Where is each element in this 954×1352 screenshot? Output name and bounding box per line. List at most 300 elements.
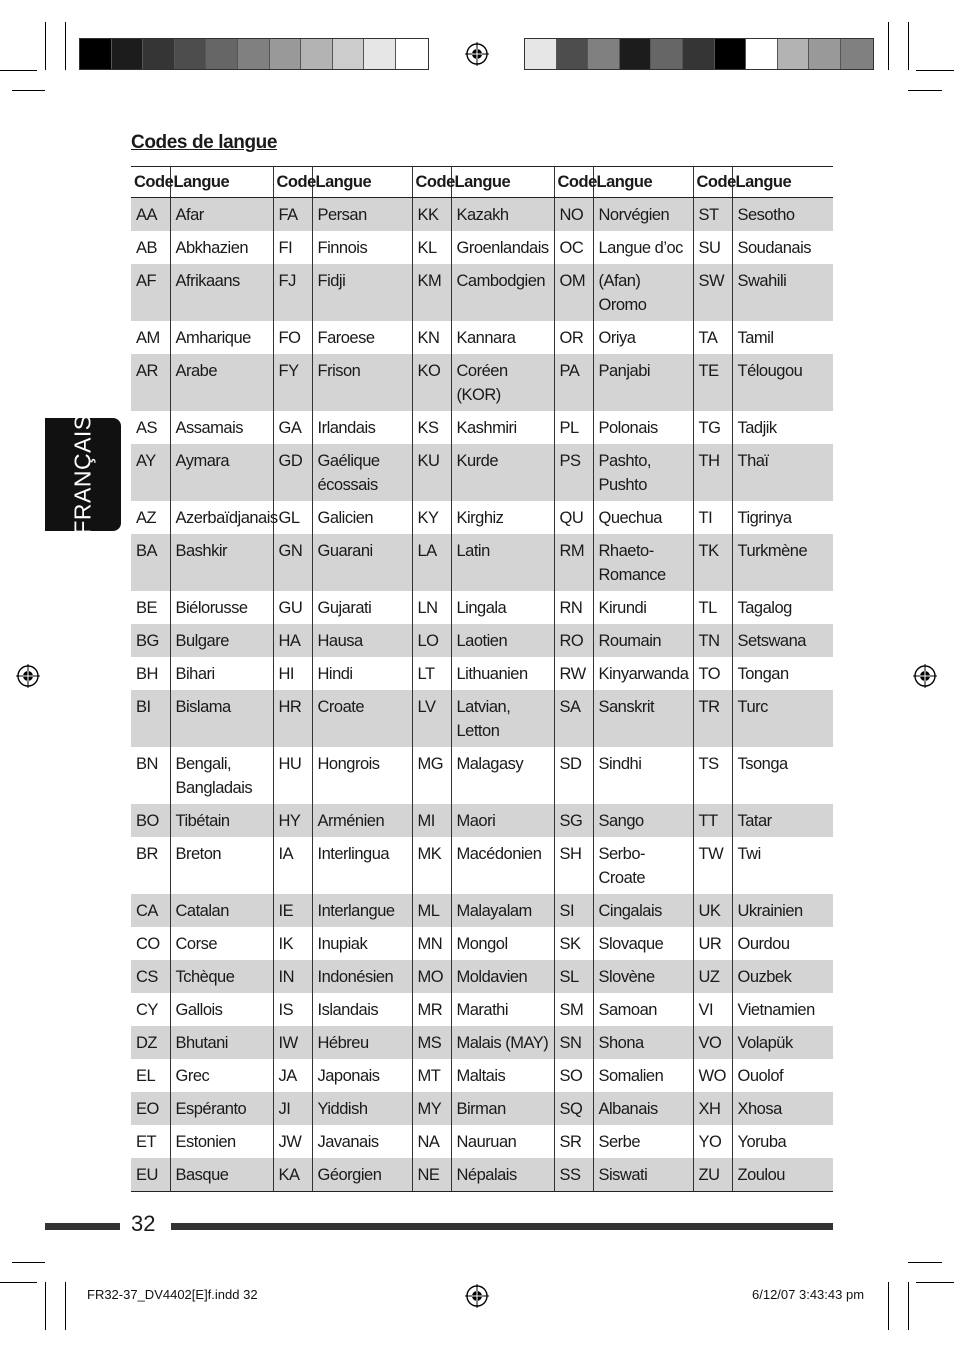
language-name: Lithuanien bbox=[451, 657, 554, 690]
language-code: HY bbox=[273, 804, 312, 837]
language-name: Breton bbox=[170, 837, 273, 894]
language-name: Quechua bbox=[593, 501, 693, 534]
language-name: Croate bbox=[312, 690, 412, 747]
table-row bbox=[131, 894, 833, 927]
language-code: PA bbox=[554, 354, 593, 411]
language-name: Frison bbox=[312, 354, 412, 411]
color-swatch bbox=[746, 39, 778, 69]
language-code: AB bbox=[131, 231, 170, 264]
color-swatch bbox=[683, 39, 715, 69]
crop-mark bbox=[908, 1282, 909, 1330]
language-name: Swahili bbox=[732, 264, 833, 321]
language-code: BR bbox=[131, 837, 170, 894]
language-name: Sango bbox=[593, 804, 693, 837]
table-row bbox=[131, 1059, 833, 1092]
language-name: Sesotho bbox=[732, 198, 833, 232]
table-row bbox=[131, 591, 833, 624]
language-code: SL bbox=[554, 960, 593, 993]
language-code: EO bbox=[131, 1092, 170, 1125]
language-code: NA bbox=[412, 1125, 451, 1158]
language-name: Tchèque bbox=[170, 960, 273, 993]
language-code: SU bbox=[693, 231, 732, 264]
language-code: TE bbox=[693, 354, 732, 411]
language-code: LO bbox=[412, 624, 451, 657]
language-name: Maori bbox=[451, 804, 554, 837]
language-name: Ouolof bbox=[737, 1067, 784, 1085]
language-code: TG bbox=[693, 411, 732, 444]
language-name: Yoruba bbox=[737, 1133, 787, 1151]
language-name: Bulgare bbox=[170, 624, 273, 657]
language-code: KK bbox=[412, 198, 451, 232]
language-code: NE bbox=[412, 1158, 451, 1192]
table-row bbox=[131, 501, 833, 534]
language-code: TN bbox=[693, 624, 732, 657]
language-code: UZ bbox=[693, 960, 732, 993]
table-row bbox=[131, 444, 833, 501]
color-bar-left bbox=[79, 38, 429, 70]
table-row bbox=[131, 411, 833, 444]
language-name: Malayalam bbox=[451, 894, 554, 927]
language-name: Afar bbox=[170, 198, 273, 232]
language-code: KA bbox=[273, 1158, 312, 1192]
language-name: Kirundi bbox=[593, 591, 693, 624]
language-name: Bislama bbox=[170, 690, 273, 747]
language-code: HI bbox=[273, 657, 312, 690]
language-name: Abkhazien bbox=[170, 231, 273, 264]
language-code: TK bbox=[693, 534, 732, 591]
language-code: GU bbox=[273, 591, 312, 624]
color-swatch bbox=[364, 39, 396, 69]
table-row bbox=[131, 747, 833, 804]
language-code: AM bbox=[131, 321, 170, 354]
table-row bbox=[131, 231, 833, 264]
crop-mark bbox=[908, 22, 909, 70]
language-code: MT bbox=[412, 1059, 451, 1092]
language-name: Interlangue bbox=[312, 894, 412, 927]
language-codes-table bbox=[131, 166, 833, 1192]
language-code: KL bbox=[412, 231, 451, 264]
color-swatch bbox=[301, 39, 333, 69]
registration-mark-icon bbox=[16, 664, 40, 688]
table-row bbox=[131, 1026, 833, 1059]
language-name: Sindhi bbox=[593, 747, 693, 804]
language-code: MK bbox=[412, 837, 451, 894]
color-swatch bbox=[588, 39, 620, 69]
language-name: Cingalais bbox=[593, 894, 693, 927]
language-name: Tibétain bbox=[170, 804, 273, 837]
language-name: (Afan) Oromo bbox=[593, 264, 693, 321]
language-name: Biélorusse bbox=[170, 591, 273, 624]
header-code: Code bbox=[693, 167, 732, 198]
language-name: Cambodgien bbox=[451, 264, 554, 321]
language-code: SW bbox=[693, 264, 732, 321]
color-swatch bbox=[206, 39, 238, 69]
language-code: ZU bbox=[693, 1158, 732, 1192]
language-code: SK bbox=[554, 927, 593, 960]
language-name: Assamais bbox=[170, 411, 273, 444]
language-code: GA bbox=[273, 411, 312, 444]
language-code: MG bbox=[412, 747, 451, 804]
language-name: Azerbaïdjanais bbox=[170, 501, 273, 534]
language-name: Interlingua bbox=[312, 837, 412, 894]
language-code: SM bbox=[554, 993, 593, 1026]
language-code: KO bbox=[412, 354, 451, 411]
language-code: LT bbox=[412, 657, 451, 690]
color-swatch bbox=[112, 39, 144, 69]
language-name: Groenlandais bbox=[451, 231, 554, 264]
language-code: LV bbox=[412, 690, 451, 747]
language-code: UK bbox=[693, 894, 732, 927]
language-code: AR bbox=[131, 354, 170, 411]
language-code: EL bbox=[131, 1059, 170, 1092]
language-name: Marathi bbox=[451, 993, 554, 1026]
language-name: Javanais bbox=[312, 1125, 412, 1158]
table-row bbox=[131, 354, 833, 411]
language-code: MI bbox=[412, 804, 451, 837]
language-name: Malagasy bbox=[451, 747, 554, 804]
language-name: Tatar bbox=[732, 804, 833, 837]
language-name: Basque bbox=[170, 1158, 273, 1192]
language-code: TS bbox=[693, 747, 732, 804]
color-swatch bbox=[809, 39, 841, 69]
language-name: Sanskrit bbox=[593, 690, 693, 747]
language-code: BI bbox=[131, 690, 170, 747]
language-side-tab bbox=[45, 414, 121, 535]
language-name: Roumain bbox=[593, 624, 693, 657]
language-name: Catalan bbox=[170, 894, 273, 927]
table-row bbox=[131, 534, 833, 591]
color-swatch bbox=[143, 39, 175, 69]
language-code: HA bbox=[273, 624, 312, 657]
language-code: KU bbox=[412, 444, 451, 501]
language-name: Rhaeto-Romance bbox=[593, 534, 693, 591]
language-code: AA bbox=[131, 198, 170, 232]
language-code: TI bbox=[693, 501, 732, 534]
color-swatch bbox=[333, 39, 365, 69]
language-code: SQ bbox=[554, 1092, 593, 1125]
language-code: TH bbox=[693, 444, 732, 501]
language-name: Twi bbox=[737, 845, 761, 863]
language-name: Vietnamien bbox=[737, 1001, 815, 1019]
language-code: RO bbox=[554, 624, 593, 657]
language-name: Zoulou bbox=[732, 1158, 833, 1192]
color-swatch bbox=[620, 39, 652, 69]
language-name: Serbo-Croate bbox=[593, 837, 693, 894]
language-code: VI bbox=[693, 993, 732, 1026]
language-code: AS bbox=[131, 411, 170, 444]
language-code: TA bbox=[693, 321, 732, 354]
language-name: Langue d’oc bbox=[593, 231, 693, 264]
language-code: RW bbox=[554, 657, 593, 690]
crop-mark bbox=[916, 70, 954, 71]
color-swatch bbox=[175, 39, 207, 69]
language-name: Amharique bbox=[170, 321, 273, 354]
language-code: FO bbox=[273, 321, 312, 354]
table-row bbox=[131, 1158, 833, 1192]
language-code: LN bbox=[412, 591, 451, 624]
language-code: HR bbox=[273, 690, 312, 747]
language-name: Shona bbox=[593, 1026, 693, 1059]
registration-mark-icon bbox=[913, 664, 937, 688]
header-code: Code bbox=[554, 167, 593, 198]
language-code: SO bbox=[554, 1059, 593, 1092]
language-code: LA bbox=[412, 534, 451, 591]
color-swatch bbox=[557, 39, 589, 69]
language-code: SN bbox=[554, 1026, 593, 1059]
language-code: TL bbox=[693, 591, 732, 624]
language-code: ET bbox=[131, 1125, 170, 1158]
language-name: Estonien bbox=[170, 1125, 273, 1158]
language-code: TR bbox=[693, 690, 732, 747]
table-row bbox=[131, 993, 833, 1026]
page-bar-right bbox=[171, 1223, 833, 1230]
language-name: Afrikaans bbox=[170, 264, 273, 321]
language-name: Samoan bbox=[593, 993, 693, 1026]
crop-mark bbox=[65, 22, 66, 70]
color-swatch bbox=[80, 39, 112, 69]
language-name: Gujarati bbox=[312, 591, 412, 624]
language-name: Serbe bbox=[593, 1125, 693, 1158]
header-code: Code bbox=[273, 167, 312, 198]
language-code: PS bbox=[554, 444, 593, 501]
language-code: DZ bbox=[131, 1026, 170, 1059]
header-language: Langue bbox=[593, 167, 693, 198]
language-name: Moldavien bbox=[451, 960, 554, 993]
language-code: FY bbox=[273, 354, 312, 411]
header-code: Code bbox=[412, 167, 451, 198]
table-header-row bbox=[131, 167, 833, 198]
language-name: Soudanais bbox=[737, 239, 811, 257]
language-name: Bhutani bbox=[170, 1026, 273, 1059]
language-name: Mongol bbox=[451, 927, 554, 960]
language-code: AZ bbox=[131, 501, 170, 534]
language-code: IE bbox=[273, 894, 312, 927]
language-name: Norvégien bbox=[593, 198, 693, 232]
language-code: SA bbox=[554, 690, 593, 747]
language-code: BN bbox=[131, 747, 170, 804]
language-name: Latin bbox=[451, 534, 554, 591]
language-code: HU bbox=[273, 747, 312, 804]
header-language: Langue bbox=[451, 167, 554, 198]
language-code: YO bbox=[693, 1125, 732, 1158]
language-name: Yiddish bbox=[312, 1092, 412, 1125]
language-name: Slovaque bbox=[593, 927, 693, 960]
header-language: Langue bbox=[312, 167, 412, 198]
language-name: Indonésien bbox=[312, 960, 412, 993]
language-name: Nauruan bbox=[451, 1125, 554, 1158]
language-name: Coréen (KOR) bbox=[451, 354, 554, 411]
language-code: KM bbox=[412, 264, 451, 321]
color-swatch bbox=[778, 39, 810, 69]
language-code: KN bbox=[412, 321, 451, 354]
language-name: Corse bbox=[170, 927, 273, 960]
language-name: Kazakh bbox=[451, 198, 554, 232]
language-name: Tagalog bbox=[737, 599, 792, 617]
language-name: Volapük bbox=[732, 1026, 833, 1059]
language-name: Polonais bbox=[593, 411, 693, 444]
language-code: MR bbox=[412, 993, 451, 1026]
language-name: Xhosa bbox=[732, 1092, 833, 1125]
language-code: MN bbox=[412, 927, 451, 960]
crop-mark bbox=[0, 70, 37, 71]
language-name: Géorgien bbox=[312, 1158, 412, 1192]
table-row bbox=[131, 960, 833, 993]
registration-mark-icon bbox=[465, 1284, 489, 1308]
language-code: OM bbox=[554, 264, 593, 321]
language-code: BH bbox=[131, 657, 170, 690]
language-code: TT bbox=[693, 804, 732, 837]
language-name: Guarani bbox=[312, 534, 412, 591]
language-name: Lingala bbox=[451, 591, 554, 624]
side-tab-label: FRANÇAIS bbox=[69, 414, 96, 535]
language-name: Kannara bbox=[451, 321, 554, 354]
language-name: Arménien bbox=[312, 804, 412, 837]
language-code: IS bbox=[273, 993, 312, 1026]
language-name: Tamil bbox=[737, 329, 774, 347]
language-code: KY bbox=[412, 501, 451, 534]
language-code: SH bbox=[554, 837, 593, 894]
language-name: Grec bbox=[170, 1059, 273, 1092]
language-code: MS bbox=[412, 1026, 451, 1059]
language-code: CA bbox=[131, 894, 170, 927]
language-name: Thaï bbox=[732, 444, 833, 501]
table-row bbox=[131, 624, 833, 657]
table-row bbox=[131, 198, 833, 232]
language-name: Japonais bbox=[312, 1059, 412, 1092]
header-code: Code bbox=[131, 167, 170, 198]
language-name: Oriya bbox=[593, 321, 693, 354]
language-code: KS bbox=[412, 411, 451, 444]
language-name: Galicien bbox=[312, 501, 412, 534]
header-language: Langue bbox=[732, 167, 833, 198]
language-code: MY bbox=[412, 1092, 451, 1125]
language-name: Kashmiri bbox=[451, 411, 554, 444]
language-code: GL bbox=[273, 501, 312, 534]
language-name: Hébreu bbox=[312, 1026, 412, 1059]
crop-mark bbox=[45, 22, 46, 70]
language-code: SD bbox=[554, 747, 593, 804]
language-code: ST bbox=[693, 198, 732, 232]
section-heading: Codes de langue bbox=[131, 132, 278, 153]
language-code: SI bbox=[554, 894, 593, 927]
language-name: Ouzbek bbox=[732, 960, 833, 993]
crop-mark bbox=[65, 1282, 66, 1330]
color-swatch bbox=[651, 39, 683, 69]
language-code: AY bbox=[131, 444, 170, 501]
language-name: Fidji bbox=[312, 264, 412, 321]
language-code: BE bbox=[131, 591, 170, 624]
color-bar-right bbox=[524, 38, 874, 70]
language-name: Turkmène bbox=[732, 534, 833, 591]
language-name: Inupiak bbox=[312, 927, 412, 960]
language-code: BG bbox=[131, 624, 170, 657]
language-name: Latvian, Letton bbox=[451, 690, 554, 747]
language-name: Télougou bbox=[732, 354, 833, 411]
language-name: Persan bbox=[312, 198, 412, 232]
language-code: MO bbox=[412, 960, 451, 993]
language-name: Tigrinya bbox=[737, 509, 792, 527]
color-swatch bbox=[270, 39, 302, 69]
language-name: Kirghiz bbox=[451, 501, 554, 534]
language-name: Malais (MAY) bbox=[451, 1026, 554, 1059]
language-code: JI bbox=[273, 1092, 312, 1125]
language-code: EU bbox=[131, 1158, 170, 1192]
language-name: Pashto, Pushto bbox=[593, 444, 693, 501]
language-name: Aymara bbox=[170, 444, 273, 501]
language-code: IK bbox=[273, 927, 312, 960]
language-name: Bihari bbox=[170, 657, 273, 690]
language-name: Tsonga bbox=[737, 755, 788, 773]
language-code: JA bbox=[273, 1059, 312, 1092]
language-code: FI bbox=[273, 231, 312, 264]
crop-mark bbox=[45, 1282, 46, 1330]
crop-mark bbox=[888, 22, 889, 70]
language-name: Hausa bbox=[312, 624, 412, 657]
language-code: CY bbox=[131, 993, 170, 1026]
color-swatch bbox=[525, 39, 557, 69]
language-name: Setswana bbox=[732, 624, 833, 657]
language-name: Bashkir bbox=[170, 534, 273, 591]
language-code: JW bbox=[273, 1125, 312, 1158]
crop-mark bbox=[908, 90, 942, 91]
language-name: Laotien bbox=[451, 624, 554, 657]
table-row bbox=[131, 264, 833, 321]
color-swatch bbox=[841, 39, 873, 69]
header-language: Langue bbox=[170, 167, 273, 198]
language-name: Albanais bbox=[593, 1092, 693, 1125]
language-name: Birman bbox=[451, 1092, 554, 1125]
language-name: Hongrois bbox=[312, 747, 412, 804]
table-row bbox=[131, 321, 833, 354]
language-code: SS bbox=[554, 1158, 593, 1192]
language-code: ML bbox=[412, 894, 451, 927]
language-code: TW bbox=[693, 837, 732, 894]
footer-timestamp: 6/12/07 3:43:43 pm bbox=[752, 1287, 865, 1302]
language-name: Ourdou bbox=[737, 935, 790, 953]
page-number: 32 bbox=[131, 1211, 156, 1236]
language-code: TO bbox=[693, 657, 732, 690]
language-name: Gaélique écossais bbox=[312, 444, 412, 501]
crop-mark bbox=[0, 1282, 37, 1283]
language-code: GD bbox=[273, 444, 312, 501]
language-code: SG bbox=[554, 804, 593, 837]
language-code: RM bbox=[554, 534, 593, 591]
language-code: CS bbox=[131, 960, 170, 993]
language-code: BA bbox=[131, 534, 170, 591]
table-row bbox=[131, 657, 833, 690]
language-code: IW bbox=[273, 1026, 312, 1059]
page-bar-left bbox=[45, 1223, 120, 1230]
color-swatch bbox=[715, 39, 747, 69]
language-name: Turc bbox=[732, 690, 833, 747]
language-code: UR bbox=[693, 927, 732, 960]
language-name: Gallois bbox=[170, 993, 273, 1026]
footer-file-info: FR32-37_DV4402[E]f.indd 32 bbox=[87, 1287, 258, 1302]
language-code: FJ bbox=[273, 264, 312, 321]
language-name: Finnois bbox=[312, 231, 412, 264]
language-code: FA bbox=[273, 198, 312, 232]
language-code: CO bbox=[131, 927, 170, 960]
table-row bbox=[131, 1092, 833, 1125]
crop-mark bbox=[916, 1282, 954, 1283]
language-code: AF bbox=[131, 264, 170, 321]
language-code: GN bbox=[273, 534, 312, 591]
language-code: OR bbox=[554, 321, 593, 354]
table-row bbox=[131, 690, 833, 747]
language-name: Bengali, Bangladais bbox=[170, 747, 273, 804]
language-code: WO bbox=[693, 1059, 732, 1092]
language-name: Arabe bbox=[170, 354, 273, 411]
